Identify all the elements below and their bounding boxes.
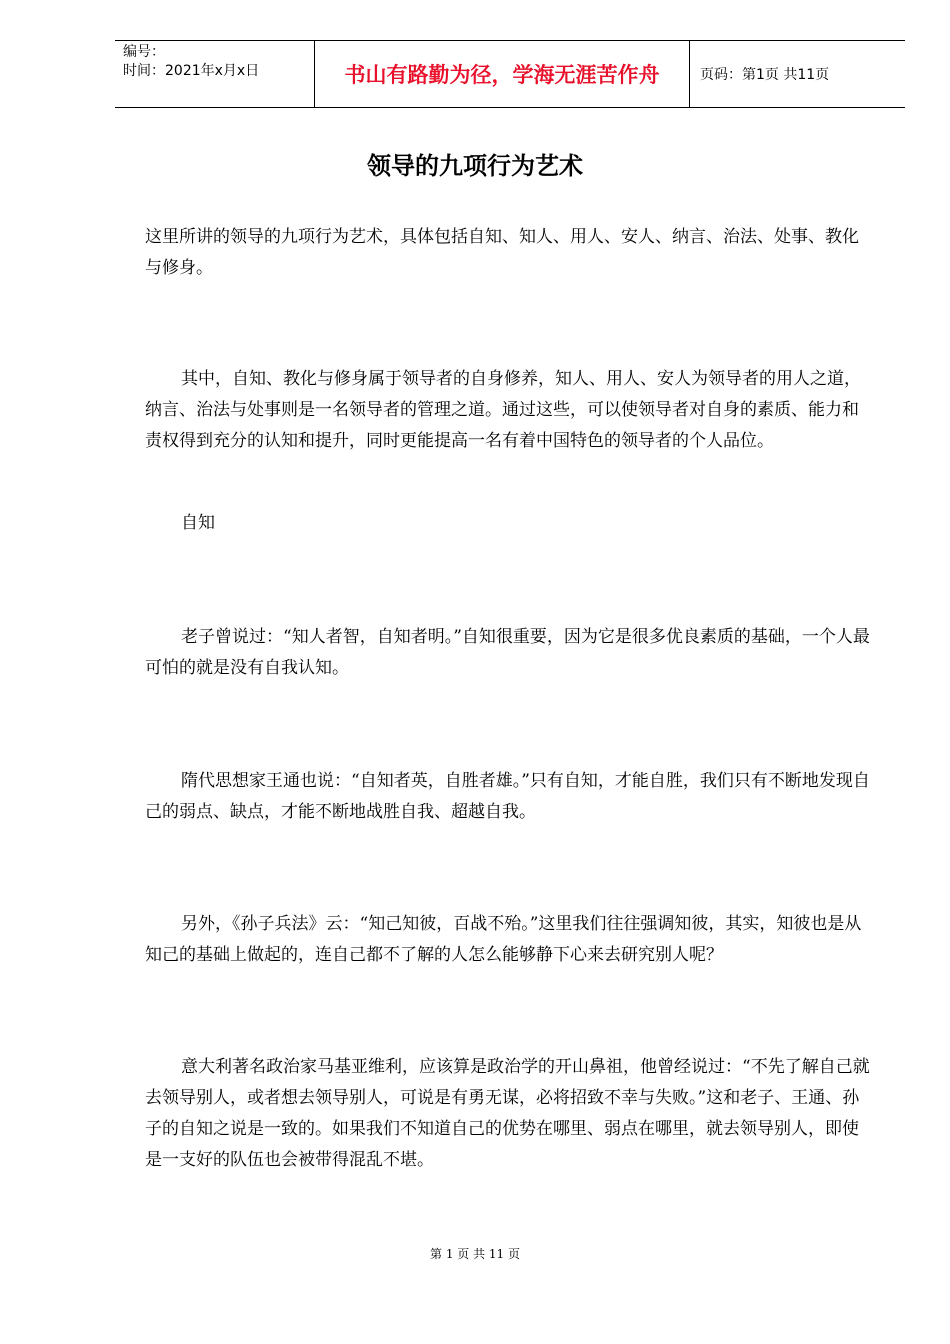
section-heading-zizhi: 自知 <box>181 513 215 533</box>
paragraph-overview: 其中，自知、教化与修身属于领导者的自身修养，知人、用人、安人为领导者的用人之道，纳言、治法与处事则是一名领导者的管理之道。通过这些，可以使领导者对自身的素质、能力和责权得到充分的认知和提升，同时更能提高一名有着中国特色的领导者的个人品位。 <box>145 369 861 451</box>
time-label: 时间：2021年x月x日 <box>123 63 260 79</box>
header-motto: 书山有路勤为径，学海无涯苦作舟 <box>315 41 690 107</box>
paragraph-laozi: 老子曾说过：“知人者智，自知者明。”自知很重要，因为它是很多优良素质的基础，一个人最可怕的就是没有自我认知。 <box>145 627 870 678</box>
serial-label: 编号： <box>123 44 165 60</box>
paragraph-machiavelli: 意大利著名政治家马基亚维利，应该算是政治学的开山鼻祖，他曾经说过：“不先了解自己就去领导别人，或者想去领导别人，可说是有勇无谋，必将招致不幸与失败。”这和老子、王通、孙子的自知之说是一致的。如果我们不知道自己的优势在哪里、弱点在哪里，就去领导别人，即使是一支好的队伍也会被带得混乱不堪。 <box>145 1057 870 1170</box>
paragraph-sunzi: 另外，《孙子兵法》云：“知己知彼，百战不殆。”这里我们往往强调知彼，其实，知彼也是从知己的基础上做起的，连自己都不了解的人怎么能够静下心来去研究别人呢？ <box>145 914 862 965</box>
paragraph-intro: 这里所讲的领导的九项行为艺术，具体包括自知、知人、用人、安人、纳言、治法、处事、教化与修身。 <box>145 227 859 278</box>
header-page-label: 页码：第1页 共11页 <box>700 67 830 83</box>
document-title: 领导的九项行为艺术 <box>367 152 583 180</box>
header-meta <box>115 41 315 107</box>
page-footer: 第 1 页 共 11 页 <box>430 1247 520 1261</box>
header-table <box>115 40 905 108</box>
paragraph-wangtong: 隋代思想家王通也说：“自知者英，自胜者雄。”只有自知，才能自胜，我们只有不断地发现自己的弱点、缺点，才能不断地战胜自我、超越自我。 <box>145 771 870 822</box>
